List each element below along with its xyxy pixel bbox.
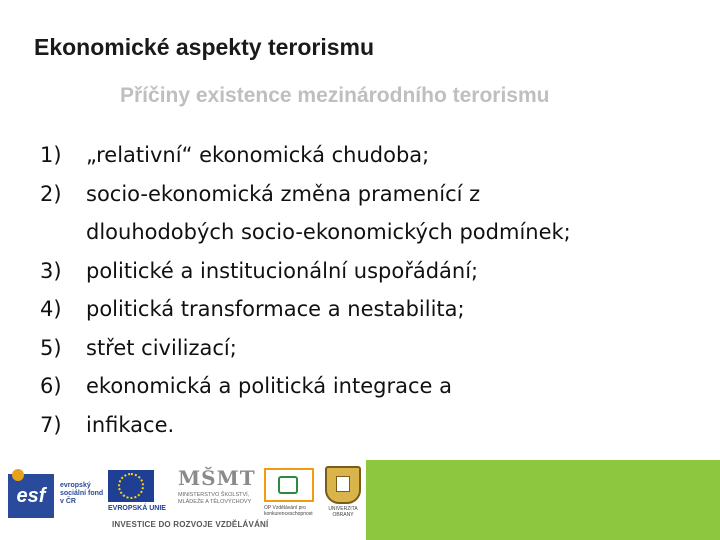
msmt-logo bbox=[178, 466, 256, 522]
cause-list bbox=[40, 136, 710, 444]
university-logo bbox=[322, 466, 364, 520]
footer-logo-bar bbox=[0, 460, 720, 540]
list-item bbox=[40, 136, 710, 175]
list-number: 3) bbox=[40, 258, 62, 283]
list-number: 5) bbox=[40, 335, 62, 360]
list-text: střet civilizací; bbox=[86, 335, 237, 360]
eu-text: EVROPSKÁ UNIE bbox=[108, 505, 166, 512]
list-text: „relativní“ ekonomická chudoba; bbox=[86, 143, 430, 167]
list-text: dlouhodobých socio-ekonomických podmínek; bbox=[86, 220, 571, 244]
list-item bbox=[40, 252, 710, 291]
shield-icon bbox=[325, 466, 361, 504]
slide-subtitle: Příčiny existence mezinárodního terorismu bbox=[120, 84, 550, 107]
eu-logo bbox=[108, 470, 170, 526]
list-number: 4) bbox=[40, 297, 62, 321]
university-text: UNIVERZITA OBRANY bbox=[328, 506, 358, 518]
list-text: socio-ekonomická změna pramenící z bbox=[86, 181, 481, 206]
list-item bbox=[40, 367, 710, 406]
op-text: OP Vzdělávání pro konkurenceschopnost bbox=[264, 505, 313, 517]
esf-logo bbox=[8, 468, 104, 524]
list-number: 2) bbox=[40, 181, 62, 206]
list-text: ekonomická a politická integrace a bbox=[86, 374, 452, 398]
list-number: 1) bbox=[40, 143, 62, 167]
list-number bbox=[40, 213, 86, 252]
esf-mark: esf bbox=[8, 474, 54, 518]
list-item bbox=[40, 290, 710, 329]
esf-text: evropský sociální fond v ČR bbox=[60, 482, 104, 505]
list-item bbox=[40, 329, 710, 368]
msmt-text: MINISTERSTVO ŠKOLSTVÍ, MLÁDEŽE A TĚLOVÝCHOVY bbox=[178, 492, 252, 505]
investment-slogan: INVESTICE DO ROZVOJE VZDĚLÁVÁNÍ bbox=[112, 520, 269, 529]
op-logo bbox=[264, 468, 320, 518]
list-text: politické a institucionální uspořádání; bbox=[86, 258, 479, 283]
list-item-continuation bbox=[40, 213, 710, 252]
op-mark-icon bbox=[264, 468, 314, 502]
green-accent-bar bbox=[366, 460, 720, 540]
list-text: politická transformace a nestabilita; bbox=[86, 297, 465, 321]
logo-strip bbox=[0, 460, 366, 540]
slide-title: Ekonomické aspekty terorismu bbox=[34, 34, 375, 60]
list-item bbox=[40, 406, 710, 445]
eu-flag-icon bbox=[108, 470, 154, 502]
list-number: 7) bbox=[40, 412, 62, 437]
msmt-mark: MŠMT bbox=[178, 466, 256, 490]
list-text: infikace. bbox=[86, 412, 175, 437]
list-number: 6) bbox=[40, 374, 62, 398]
list-item bbox=[40, 175, 710, 214]
